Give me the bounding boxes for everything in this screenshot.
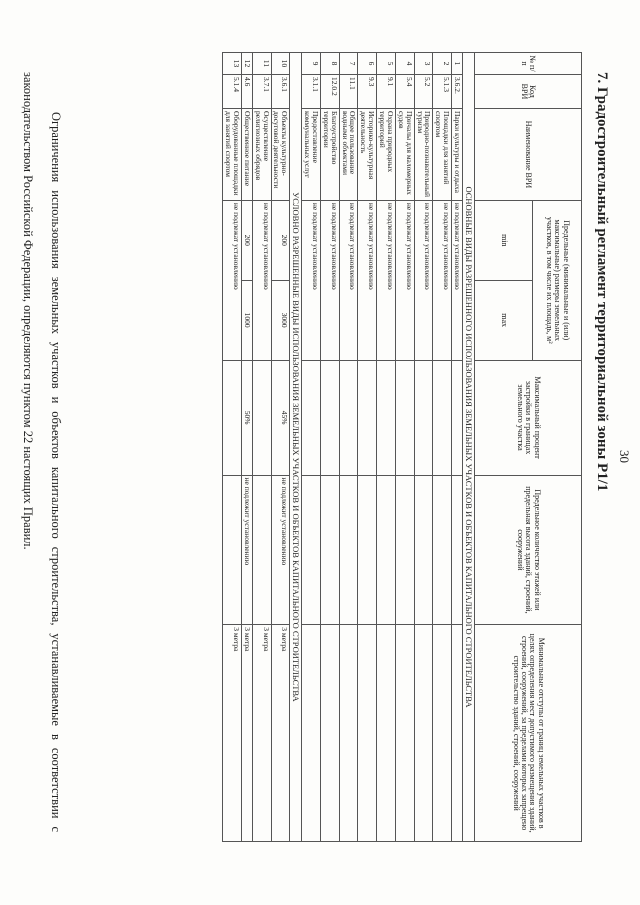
table-row: 1 3.6.2. Парки культуры и отдыха не подлежат установлению: [452, 53, 463, 842]
rotated-content: [10, 12, 630, 892]
section-main-uses: ОСНОВНЫЕ ВИДЫ РАЗРЕШЕННОГО ИСПОЛЬЗОВАНИЯ ЗЕМЕЛЬНЫХ УЧАСТКОВ И ОБЪЕКТОВ КАПИТАЛЬНОГО СТРОИТЕЛЬСТВА: [463, 53, 475, 842]
table-row: 13 5.1.4 Оборудованные площадки для занятий спортом не подлежат установлению 3 метра: [223, 53, 242, 842]
table-row: 12 4.6 Общественное питание 200 1000 50% не подлежит установлению 3 метра: [241, 53, 252, 842]
header-percent: Максимальный процент застройки в границах земельного участка: [475, 360, 582, 475]
header-floors: Предельное количество этажей или предельная высота зданий, строений, сооружений: [475, 475, 582, 625]
header-min: min: [475, 200, 533, 280]
table-row: 3 5.2 Природно-познавательный туризм не подлежат установлению: [414, 53, 433, 842]
table-row: 6 9.3 Историко-культурная деятельность не подлежат установлению: [358, 53, 377, 842]
section-conditional-uses: УСЛОВНО РАЗРЕШЕННЫЕ ВИДЫ ИСПОЛЬЗОВАНИЯ ЗЕМЕЛЬНЫХ УЧАСТКОВ И ОБЪЕКТОВ КАПИТАЛЬНОГО СТРОИТЕЛЬСТВА: [290, 53, 302, 842]
header-max: max: [475, 280, 533, 360]
table-row: 11 3.7.1 Осуществление религиозных обрядов не подлежат установлению 3 метра: [252, 53, 271, 842]
header-code: Код ВРИ: [475, 74, 582, 108]
header-num: № п/п: [475, 53, 582, 75]
table-row: 7 11.1 Общее пользование водными объектами не подлежат установлению: [339, 53, 358, 842]
table-row: 9 3.1.1 Предоставление коммунальных услуг не подлежат установлению: [302, 53, 321, 842]
header-row: [533, 53, 582, 842]
table-row: 8 12.0.2 Благоустройство территории не подлежат установлению: [320, 53, 339, 842]
table-row: 2 5.1.3 Площадки для занятий спортом не подлежат установлению: [433, 53, 452, 842]
document-title: 7. Градостроительный регламент территориальной зоны Р1/1: [594, 72, 610, 492]
footer-paragraph: Ограничения использования земельных участков и объектов капитального строительства, устанавливаемые в соответствии с законодательством Российской Федерации, определяются пунктом 22 настоящих Правил.: [21, 72, 63, 832]
header-setbacks: Минимальные отступы от границ земельных участков в целях определения мест допустимого размещения зданий, строений, сооружений, за пределами которых запрещено строительство зданий, строений, сооружений: [475, 625, 582, 842]
header-size: Предельные (минимальные и (или) максимальные) размеры земельных участков, в том числе их площадь, м²: [533, 200, 582, 360]
header-name: Наименование ВРИ: [475, 108, 582, 200]
table-row: 5 9.1 Охрана природных территорий не подлежат установлению: [377, 53, 396, 842]
regulation-table: [222, 52, 582, 842]
table-row: 10 3.6.1 Объекты культурно-досуговой деятельности 200 3000 45% не подлежит установлению 3 метра: [271, 53, 290, 842]
page-number: 30: [617, 450, 632, 463]
table-row: 4 5.4 Причалы для маломерных судов не подлежат установлению: [395, 53, 414, 842]
